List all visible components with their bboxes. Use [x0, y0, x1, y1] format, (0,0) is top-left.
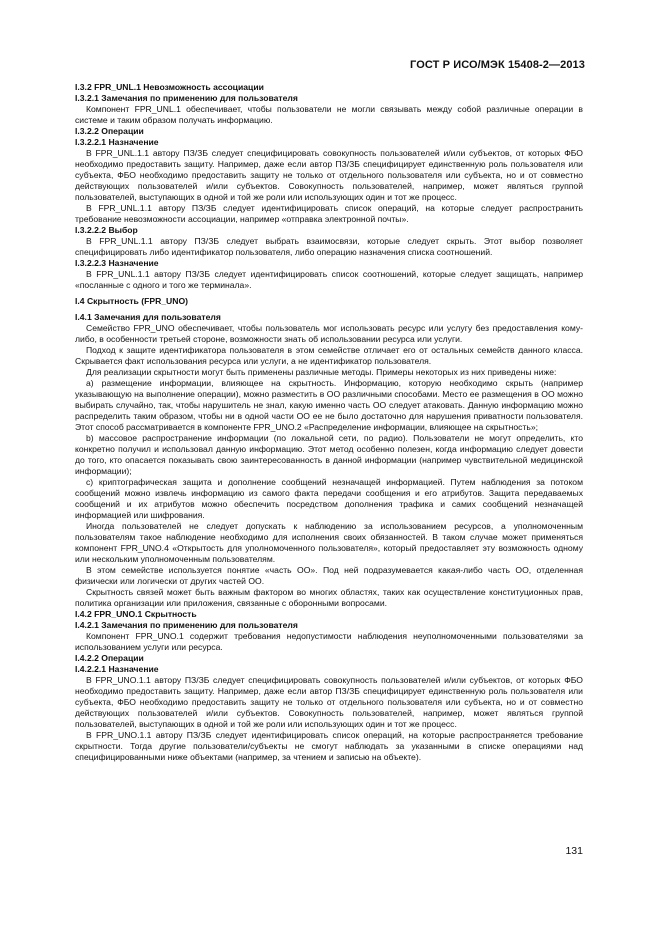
paragraph: Подход к защите идентификатора пользователя в этом семействе отличает его от остальных семейств данного класса. Скрывается факт использования ресурса или услуги, а не идентификатор пользователя. — [75, 345, 583, 366]
section-heading: I.3.2 FPR_UNL.1 Невозможность ассоциации — [75, 82, 264, 92]
section-heading: I.4 Скрытность (FPR_UNO) — [75, 296, 189, 306]
section-heading: I.4.2 FPR_UNO.1 Скрытность — [75, 609, 197, 619]
paragraph: Компонент FPR_UNO.1 содержит требования недопустимости наблюдения неуполномоченными пользователями за использованием услуги или ресурса. — [75, 631, 583, 652]
paragraph: с) криптографическая защита и дополнение сообщений незначащей информацией. Путем наблюдения за потоком сообщений можно извлечь информацию из самого факта передачи сообщения и его атрибутов. Защита передаваемых сообщений и их атрибутов можно обеспечить посредством дополнения трафика и самих сообщений незначащей информацией или шифрования. — [75, 477, 583, 520]
paragraph: В FPR_UNL.1.1 автору ПЗ/ЗБ следует специфицировать совокупность пользователей и/или субъектов, от которых ФБО необходимо предоставить защиту. Например, даже если автор ПЗ/ЗБ специфицирует единственную роль пользователя или субъекта, ФБО необходимо предоставить защиту не только от отдельного пользователя или субъекта, но и от совместно действующих пользователей и/или субъектов. Совокупность пользователей, например, может являться группой пользователей, выступающих в одной и той же роли или использующих один и тот же процесс. — [75, 148, 583, 202]
paragraph: В этом семействе используется понятие «часть ОО». Под ней подразумевается какая-либо часть ОО, отделенная физически или логически от других частей ОО. — [75, 565, 583, 586]
paragraph: Компонент FPR_UNL.1 обеспечивает, чтобы пользователи не могли связывать между собой различные операции в системе и таким образом получать информацию. — [75, 104, 583, 125]
paragraph: Семейство FPR_UNO обеспечивает, чтобы пользователь мог использовать ресурс или услугу без предоставления кому-либо, в особенности третьей стороне, возможности знать об использовании ресурса или услуги. — [75, 323, 583, 344]
paragraph: Для реализации скрытности могут быть применены различные методы. Примеры некоторых из них приведены ниже: — [86, 367, 557, 377]
paragraph: В FPR_UNO.1.1 автору ПЗ/ЗБ следует идентифицировать список операций, на которые распространяется требование скрытности. Тогда другие пользователи/субъекты не смогут наблюдать за указанными в списке операциями над специфицированными ниже объектами (например, за чтением и записью на объекте). — [75, 730, 583, 762]
section-heading: I.3.2.2.2 Выбор — [75, 225, 138, 235]
section-heading: I.3.2.2.1 Назначение — [75, 137, 159, 147]
section-heading: I.3.2.2 Операции — [75, 126, 144, 136]
paragraph: В FPR_UNO.1.1 автору ПЗ/ЗБ следует специфицировать совокупность пользователей и/или субъектов, от которых ФБО необходимо предоставить защиту. Например, даже если автор ПЗ/ЗБ специфицирует единственную роль пользователя или субъекта, ФБО необходимо предоставить защиту не только от отдельного пользователя или субъекта, но и от совместно действующих пользователей и/или субъектов. Совокупность пользователей, например, может являться группой пользователей, выступающих в одной и той же роли или использующих один и тот же процесс. — [75, 675, 583, 729]
section-heading: I.3.2.1 Замечания по применению для пользователя — [75, 93, 298, 103]
paragraph: В FPR_UNL.1.1 автору ПЗ/ЗБ следует идентифицировать список операций, на которые следует распространить требование невозможности ассоциации, например «отправка электронной почты». — [75, 203, 583, 224]
section-heading: I.4.2.2 Операции — [75, 653, 144, 663]
section-heading: I.4.1 Замечания для пользователя — [75, 312, 221, 322]
paragraph: а) размещение информации, влияющее на скрытность. Информацию, которую необходимо скрыть (например указывающую на выполнение операции), можно разместить в ОО различными способами. Место ее размещения в ОО можно выбирать случайно, так, чтобы нарушитель не знал, какую именно часть ОО следует атаковать. Данную информацию можно распределить таким образом, чтобы ни в одной части ОО ее не было достаточно для нарушения приватности пользователя. Этот способ рассматривается в компоненте FPR_UNO.2 «Распределение информации, влияющее на скрытность»; — [75, 378, 583, 432]
paragraph: Скрытность связей может быть важным фактором во многих областях, таких как осуществление конституционных прав, политика организации или приложения, связанные с оборонными вопросами. — [75, 587, 583, 608]
document-header: ГОСТ Р ИСО/МЭК 15408-2—2013 — [410, 59, 585, 71]
section-heading: I.3.2.2.3 Назначение — [75, 258, 159, 268]
paragraph: В FPR_UNL.1.1 автору ПЗ/ЗБ следует идентифицировать список соотношений, которые следует защищать, например «посланные с одного и того же терминала». — [75, 269, 583, 290]
paragraph: Иногда пользователей не следует допускать к наблюдению за использованием ресурсов, а уполномоченным пользователям такое наблюдение необходимо для исполнения своих обязанностей. В таком случае может применяться компонент FPR_UNO.4 «Открытость для уполномоченного пользователя», который предоставляет эту возможность одному или нескольким уполномоченным пользователям. — [75, 521, 583, 564]
section-heading: I.4.2.1 Замечания по применению для пользователя — [75, 620, 298, 630]
page-number: 131 — [565, 845, 583, 857]
document-body — [75, 82, 583, 763]
paragraph: b) массовое распространение информации (по локальной сети, по радио). Пользователи не могут определить, кто конкретно получил и использовал данную информацию. Этот метод особенно полезен, когда информацию следует довести до того, кто опасается показывать свою заинтересованность в данной информации (например чувствительной медицинской информации); — [75, 433, 583, 476]
section-heading: I.4.2.2.1 Назначение — [75, 664, 159, 674]
paragraph: В FPR_UNL.1.1 автору ПЗ/ЗБ следует выбрать взаимосвязи, которые следует скрыть. Этот выбор позволяет специфицировать либо идентификатор пользователя, либо операцию назначения списка соотношений. — [75, 236, 583, 257]
